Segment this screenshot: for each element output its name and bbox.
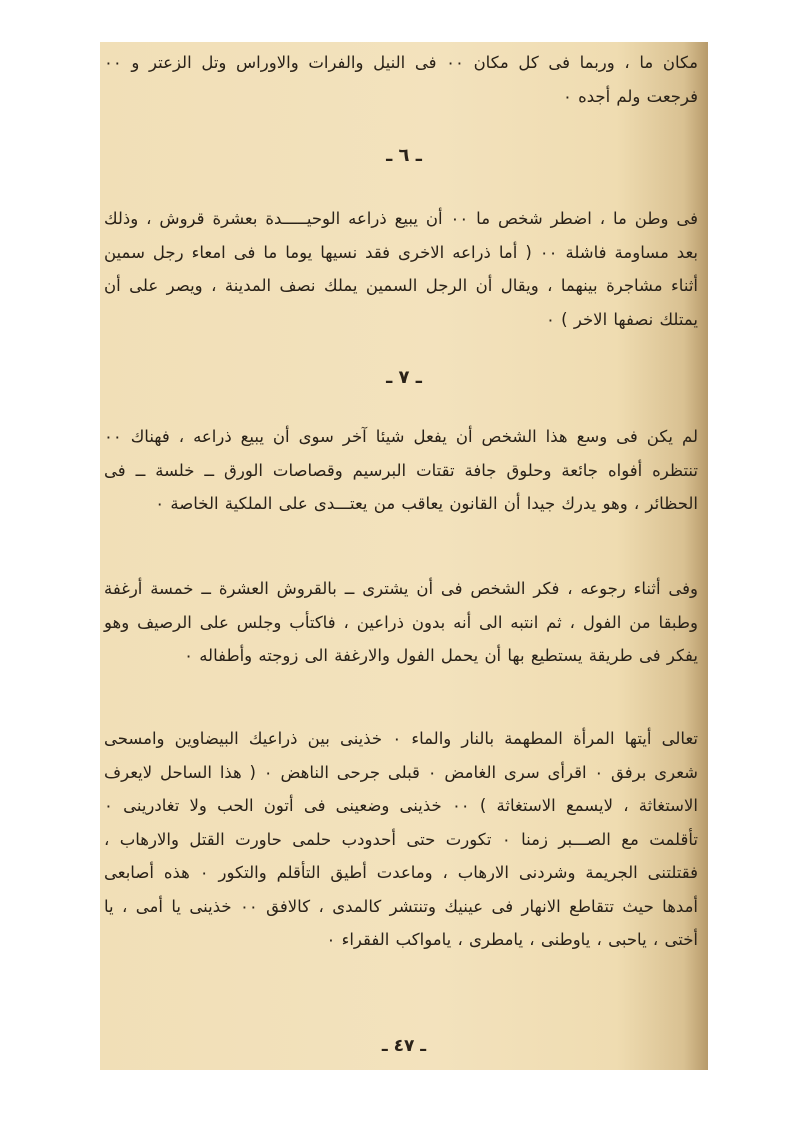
paragraph-3: لم يكن فى وسع هذا الشخص أن يفعل شيئا آخر سوى أن يبيع ذراعه ، فهناك ٠٠ تنتظره أفواه جائعة وحلوق جافة تقتات البرسيم وقصاصات الورق ــ خلسة ــ فى الحظائر ، وهو يدرك جيدا أن القانون يعاقب من يعتـــدى على الملكية الخاصة ٠	[104, 427, 698, 513]
paragraph-1: مكان ما ، وربما فى كل مكان ٠٠ فى النيل والفرات والاوراس وتل الزعتر و ٠٠ فرجعت ولم أجده ٠	[104, 53, 698, 106]
scanned-page	[100, 42, 708, 1070]
paragraph-4: وفى أثناء رجوعه ، فكر الشخص فى أن يشترى ــ بالقروش العشرة ــ خمسة أرغفة وطبقا من الفول ، ثم انتبه الى أنه بدون ذراعين ، فاكتأب وجلس على الرصيف وهو يفكر فى طريقة يستطيع بها أن يحمل الفول والارغفة الى زوجته وأطفاله ٠	[104, 579, 698, 665]
section-number-7: ـ ٧ ـ	[386, 367, 422, 388]
section-number-6: ـ ٦ ـ	[386, 145, 422, 166]
page-number: ـ ٤٧ ـ	[381, 1036, 427, 1056]
paragraph-5: تعالى أيتها المرأة المطهمة بالنار والماء ٠ خذينى بين ذراعيك البيضاوين وامسحى شعرى برفق ٠ اقرأى سرى الغامض ٠ قبلى جرحى الناهض ٠ ( هذا الساحل لايعرف الاستغاثة ، لايسمع الاستغاثة ) ٠٠ خذينى وضعينى فى أتون الحب ولا تغادرينى ٠ تأقلمت مع الصـــبر زمنا ٠ تكورت حتى أحدودب حلمى حاورت القتل والارهاب ، فقتلتنى الجريمة وشردنى الارهاب ، وماعدت أطيق التأقلم والتكور ٠ هذه أصابعى أمدها حيث تتقاطع الانهار فى عينيك وتنتشر كالمدى ، كالافق ٠٠ خذينى يا أمى ، يا أختى ، ياحبى ، ياوطنى ، يامطرى ، يامواكب الفقراء ٠	[104, 729, 698, 949]
paragraph-2: فى وطن ما ، اضطر شخص ما ٠٠ أن يبيع ذراعه الوحيـــــدة بعشرة قروش ، وذلك بعد مساومة فاشلة ٠٠ ( أما ذراعه الاخرى فقد نسيها يوما ما فى امعاء رجل سمين أثناء مشاجرة بينهما ، ويقال أن الرجل السمين يملك نصف المدينة ، ويصر على أن يمتلك نصفها الاخر ) ٠	[104, 209, 699, 329]
